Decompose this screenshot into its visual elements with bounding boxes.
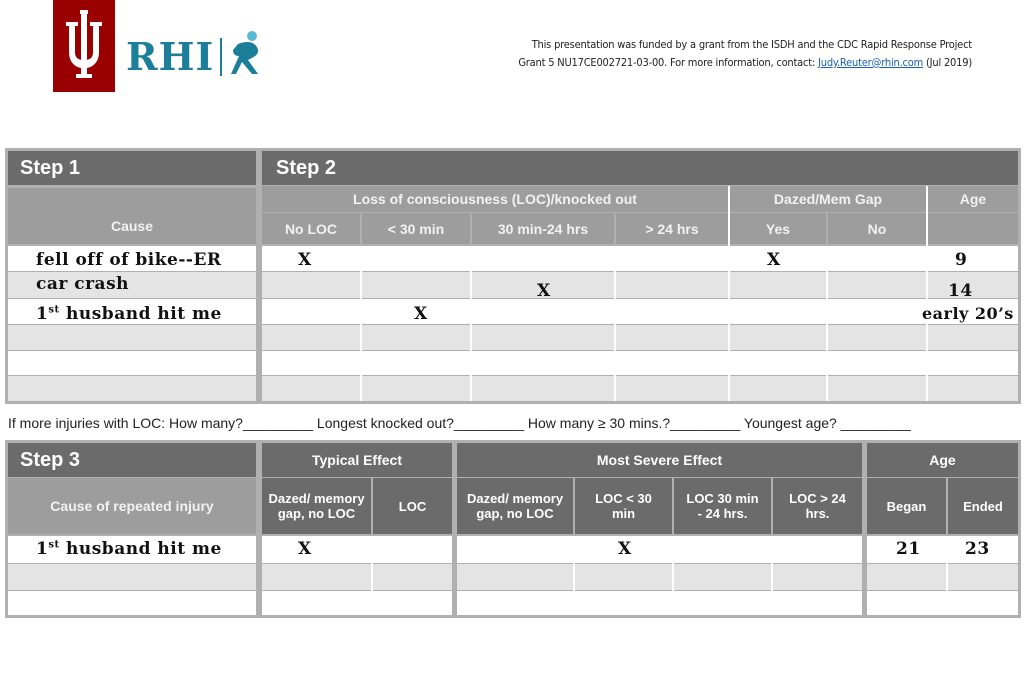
column-divider: [826, 246, 828, 401]
group-divider: [452, 440, 457, 618]
col-gt-24: > 24 hrs: [616, 213, 728, 244]
mark-typical-dazed: X: [298, 539, 312, 559]
dazed-group-header: Dazed/Mem Gap: [730, 186, 926, 212]
cause-car: car crash: [36, 274, 129, 294]
repeated-cause: [36, 539, 222, 559]
typical-effect-header: Typical Effect: [262, 443, 452, 477]
loc-group-header: Loss of consciousness (LOC)/knocked out: [262, 186, 728, 212]
credit-line-2-text: Grant 5 NU17CE002721-03-00. For more information, contact:: [518, 56, 819, 69]
step1-title: Step 1: [8, 151, 256, 185]
severe-loc-30-24-col: LOC 30 min - 24 hrs.: [674, 478, 771, 534]
column-divider: [614, 246, 616, 401]
column-divider: [672, 536, 674, 615]
age-header: Age: [928, 186, 1018, 212]
step3-age-header: Age: [867, 443, 1018, 477]
severe-dazed-col: Dazed/ memory gap, no LOC: [457, 478, 573, 534]
ordinal-number: 1: [36, 304, 49, 324]
iu-logo: [53, 0, 115, 92]
table-row: [8, 325, 1018, 350]
age-began: 21: [896, 539, 921, 559]
group-divider: [862, 440, 867, 618]
mark-bike-no-loc: X: [298, 250, 312, 270]
mark-severe-lt30: X: [618, 539, 632, 559]
column-divider: [946, 536, 948, 615]
cause-bike: fell off of bike--ER: [36, 250, 222, 270]
contact-email-link[interactable]: Judy.Reuter@rhin.com: [818, 56, 924, 69]
table-row: [8, 351, 1018, 375]
col-30-24: 30 min-24 hrs: [472, 213, 614, 244]
column-divider: [360, 246, 362, 401]
more-injuries-prompt: If more injuries with LOC: How many?_________ Longest knocked out?_________ How many ≥ 30 mins.?_________ Youngest age? _________: [8, 415, 911, 431]
mark-husband-lt-30: X: [414, 304, 428, 324]
age-ended: 23: [965, 539, 990, 559]
col-no: No: [828, 213, 926, 244]
rhi-logo-text: RHI: [126, 34, 215, 79]
column-divider: [371, 536, 373, 615]
typical-loc-col: LOC: [373, 478, 452, 534]
column-divider: [573, 536, 575, 615]
severe-loc-gt24-col: LOC > 24 hrs.: [773, 478, 862, 534]
severe-effect-header: Most Severe Effect: [457, 443, 862, 477]
mark-car-30-24: X: [537, 281, 551, 301]
age-ended-col: Ended: [948, 478, 1018, 534]
column-divider: [470, 246, 472, 401]
cause-husband-text: husband hit me: [66, 304, 222, 324]
credit-line-1: This presentation was funded by a grant from the ISDH and the CDC Rapid Response Project: [531, 38, 972, 51]
runner-icon: [230, 30, 266, 76]
ordinal-suffix: st: [48, 539, 60, 551]
age-car: 14: [948, 281, 973, 301]
typical-dazed-col: Dazed/ memory gap, no LOC: [262, 478, 371, 534]
column-divider: [728, 186, 730, 401]
age-husband: early 20’s: [922, 304, 1014, 323]
step-divider: [256, 148, 262, 404]
age-began-col: Began: [867, 478, 946, 534]
repeated-cause-text: husband hit me: [66, 539, 222, 559]
age-bike: 9: [955, 250, 968, 270]
cause-husband: [36, 304, 222, 324]
credit-date: (Jul 2019): [923, 56, 972, 69]
col-yes: Yes: [730, 213, 826, 244]
age-header-blank: [928, 213, 1018, 244]
step-divider: [256, 440, 262, 618]
ordinal-suffix: st: [48, 304, 60, 316]
col-lt-30: < 30 min: [362, 213, 470, 244]
severe-loc-lt30-col: LOC < 30 min: [575, 478, 672, 534]
column-divider: [926, 186, 928, 401]
column-divider: [771, 536, 773, 615]
step2-title: Step 2: [262, 151, 1018, 185]
mark-bike-yes: X: [767, 250, 781, 270]
step3-cause-header: Cause of repeated injury: [8, 478, 256, 534]
logo-divider: [220, 38, 222, 76]
ordinal-number: 1: [36, 539, 49, 559]
trident-icon: [53, 0, 115, 92]
step1-cause-header: Cause: [8, 188, 256, 244]
table-row: [8, 376, 1018, 401]
step3-title: Step 3: [8, 443, 256, 477]
credit-line-2: [518, 56, 972, 69]
table-row: [8, 272, 1018, 298]
col-no-loc: No LOC: [262, 213, 360, 244]
